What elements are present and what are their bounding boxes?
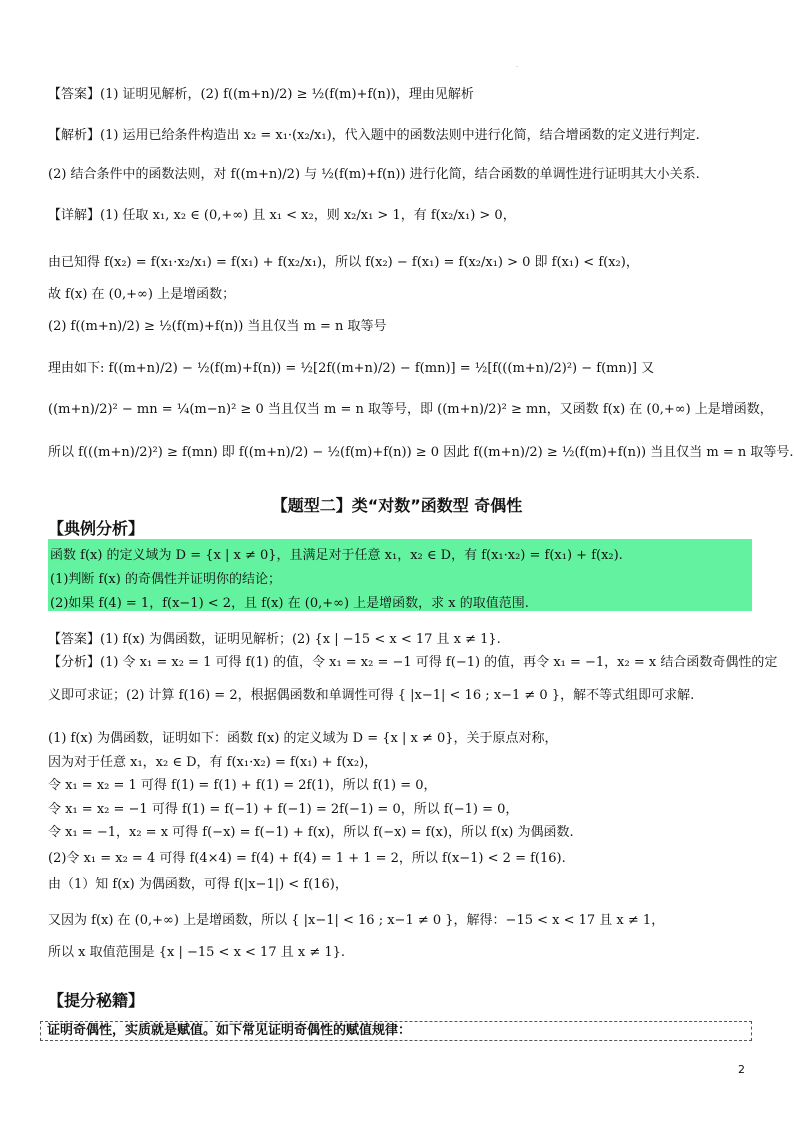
solution-line-5: 令 x₁ = −1，x₂ = x 可得 f(−x) = f(−1) + f(x)，所以 f(−x) = f(x)，所以 f(x) 为偶函数. — [48, 825, 574, 840]
answer-line-2: 【答案】(1) f(x) 为偶函数，证明见解析；(2) {x | −15 < x < 17 且 x ≠ 1}. — [48, 632, 501, 647]
answer-line-1: 【答案】(1) 证明见解析，(2) f((m+n)/2) ≥ ½(f(m)+f(n))，理由见解析 — [48, 87, 474, 102]
solution-line-7: 由（1）知 f(x) 为偶函数，可得 f(|x−1|) < f(16)， — [48, 877, 348, 892]
problem-line-1: 函数 f(x) 的定义域为 D = {x | x ≠ 0}，且满足对于任意 x₁，x₂ ∈ D，有 f(x₁·x₂) = f(x₁) + f(x₂). — [50, 548, 623, 563]
detail-line-4: (2) f((m+n)/2) ≥ ½(f(m)+f(n)) 当且仅当 m = n 取等号 — [48, 319, 387, 334]
stray-mark: · — [516, 64, 518, 71]
solution-line-1: (1) f(x) 为偶函数，证明如下：函数 f(x) 的定义域为 D = {x | x ≠ 0}，关于原点对称， — [48, 731, 558, 746]
detail-line-1: 【详解】(1) 任取 x₁, x₂ ∈ (0,+∞) 且 x₁ < x₂，则 x₂/x₁ > 1，有 f(x₂/x₁) > 0， — [48, 208, 516, 223]
fenxi-line-1: 【分析】(1) 令 x₁ = x₂ = 1 可得 f(1) 的值，令 x₁ = x₂ = −1 可得 f(−1) 的值，再令 x₁ = −1，x₂ = x 结合函数奇偶性的定 — [48, 655, 778, 670]
problem-box — [48, 539, 752, 611]
solution-line-9: 所以 x 取值范围是 {x | −15 < x < 17 且 x ≠ 1}. — [48, 945, 346, 960]
detail-line-7: 所以 f(((m+n)/2)²) ≥ f(mn) 即 f((m+n)/2) − ½(f(m)+f(n)) ≥ 0 因此 f((m+n)/2) ≥ ½(f(m)+f(n)) 当且仅当 m = n 取等号. — [48, 445, 794, 460]
tips-heading: 【提分秘籍】 — [48, 991, 145, 1010]
detail-line-5: 理由如下: f((m+n)/2) − ½(f(m)+f(n)) = ½[2f((m+n)/2) − f(mn)] = ½[f(((m+n)/2)²) − f(mn)] 又 — [48, 361, 655, 376]
page-number: 2 — [738, 1063, 745, 1076]
analysis-line-2: (2) 结合条件中的函数法则，对 f((m+n)/2) 与 ½(f(m)+f(n)) 进行化简，结合函数的单调性进行证明其大小关系. — [48, 167, 700, 182]
detail-line-2: 由已知得 f(x₂) = f(x₁·x₂/x₁) = f(x₁) + f(x₂/x₁)，所以 f(x₂) − f(x₁) = f(x₂/x₁) > 0 即 f(x₁) < f(x₂)， — [48, 255, 639, 270]
analysis-line-1: 【解析】(1) 运用已给条件构造出 x₂ = x₁·(x₂/x₁)，代入题中的函数法则中进行化简，结合增函数的定义进行判定. — [48, 128, 700, 143]
section-title: 【题型二】类“对数”函数型 奇偶性 — [271, 496, 523, 515]
fenxi-line-2: 义即可求证；(2) 计算 f(16) = 2，根据偶函数和单调性可得 { |x−1| < 16 ; x−1 ≠ 0 }，解不等式组即可求解. — [48, 688, 695, 703]
solution-line-2: 因为对于任意 x₁，x₂ ∈ D，有 f(x₁·x₂) = f(x₁) + f(x₂)， — [48, 755, 378, 770]
problem-line-3: (2)如果 f(4) = 1，f(x−1) < 2，且 f(x) 在 (0,+∞) 上是增函数，求 x 的取值范围. — [50, 596, 529, 611]
solution-line-3: 令 x₁ = x₂ = 1 可得 f(1) = f(1) + f(1) = 2f(1)，所以 f(1) = 0， — [48, 778, 437, 793]
solution-line-4: 令 x₁ = x₂ = −1 可得 f(1) = f(−1) + f(−1) = 2f(−1) = 0，所以 f(−1) = 0， — [48, 802, 519, 817]
problem-line-2: (1)判断 f(x) 的奇偶性并证明你的结论； — [50, 572, 281, 587]
tips-box: 证明奇偶性，实质就是赋值。如下常见证明奇偶性的赋值规律： — [40, 1021, 752, 1041]
solution-line-6: (2)令 x₁ = x₂ = 4 可得 f(4×4) = f(4) + f(4) = 1 + 1 = 2，所以 f(x−1) < 2 = f(16). — [48, 851, 566, 866]
solution-line-8: 又因为 f(x) 在 (0,+∞) 上是增函数，所以 { |x−1| < 16 ; x−1 ≠ 0 }，解得：−15 < x < 17 且 x ≠ 1， — [48, 913, 665, 928]
detail-line-3: 故 f(x) 在 (0,+∞) 上是增函数； — [48, 287, 236, 302]
detail-line-6: ((m+n)/2)² − mn = ¼(m−n)² ≥ 0 当且仅当 m = n 取等号，即 ((m+n)/2)² ≥ mn，又函数 f(x) 在 (0,+∞) 上是增函数， — [48, 402, 773, 417]
example-heading: 【典例分析】 — [48, 519, 145, 538]
